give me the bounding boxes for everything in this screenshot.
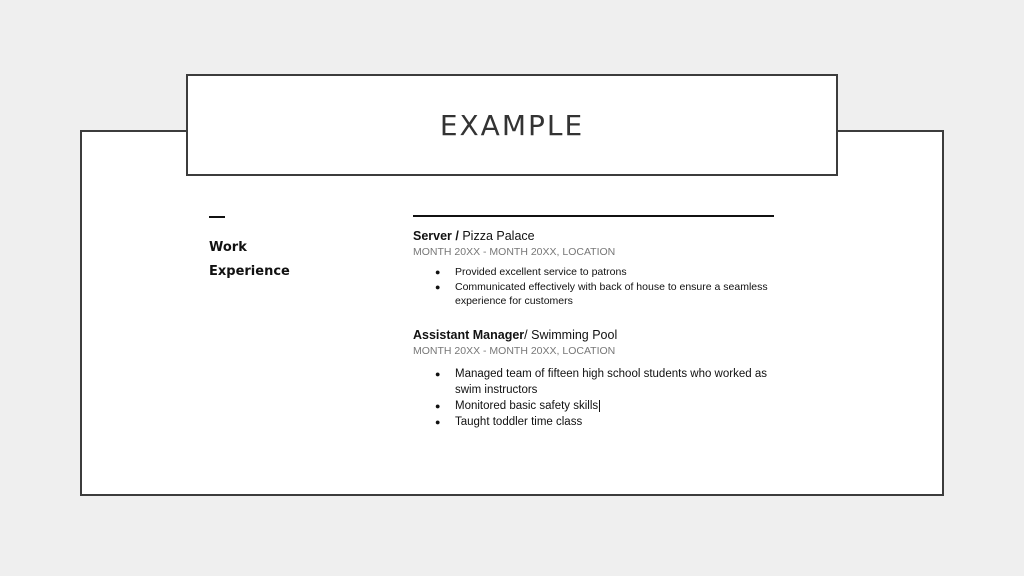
list-item[interactable] (413, 366, 774, 398)
section-heading-line-2: Experience (209, 264, 290, 279)
job-title[interactable] (413, 228, 774, 244)
bullet-text: Monitored basic safety skills (455, 400, 599, 412)
bullet-icon: ● (435, 401, 441, 411)
list-item[interactable] (413, 414, 774, 430)
list-item[interactable] (413, 398, 774, 414)
bullet-text: Communicated effectively with back of house to ensure a seamless experience for customers (455, 280, 768, 307)
job-place: Pizza Palace (458, 229, 535, 243)
bullet-text: Managed team of fifteen high school students who worked as swim instructors (455, 368, 767, 396)
job-role: Server / (413, 229, 459, 243)
job-entry-server (413, 228, 774, 309)
job-dates-location: MONTH 20XX - MONTH 20XX, LOCATION (413, 345, 616, 357)
job-title[interactable] (413, 327, 774, 343)
text-cursor (599, 400, 600, 412)
job-bullet-list (413, 366, 774, 430)
job-dates-location: MONTH 20XX - MONTH 20XX, LOCATION (413, 246, 616, 258)
list-item[interactable] (413, 265, 774, 280)
list-item[interactable] (413, 280, 774, 309)
section-heading (209, 236, 359, 284)
section-divider (413, 215, 774, 217)
bullet-icon: ● (435, 417, 441, 427)
job-place: / Swimming Pool (524, 328, 618, 342)
bullet-text: Provided excellent service to patrons (455, 266, 627, 278)
section-heading-line-1: Work (209, 240, 247, 255)
job-role: Assistant Manager (413, 328, 525, 342)
slide-title: EXAMPLE (439, 108, 585, 142)
bullet-icon: ● (435, 369, 441, 379)
bullet-icon: ● (435, 267, 441, 277)
bullet-icon: ● (435, 281, 441, 292)
slide-card (80, 130, 944, 496)
job-entry-assistant-manager (413, 327, 774, 430)
bullet-text: Taught toddler time class (455, 416, 583, 428)
section-accent-dash (209, 216, 225, 218)
job-bullet-list (413, 265, 774, 309)
title-box (186, 74, 838, 176)
